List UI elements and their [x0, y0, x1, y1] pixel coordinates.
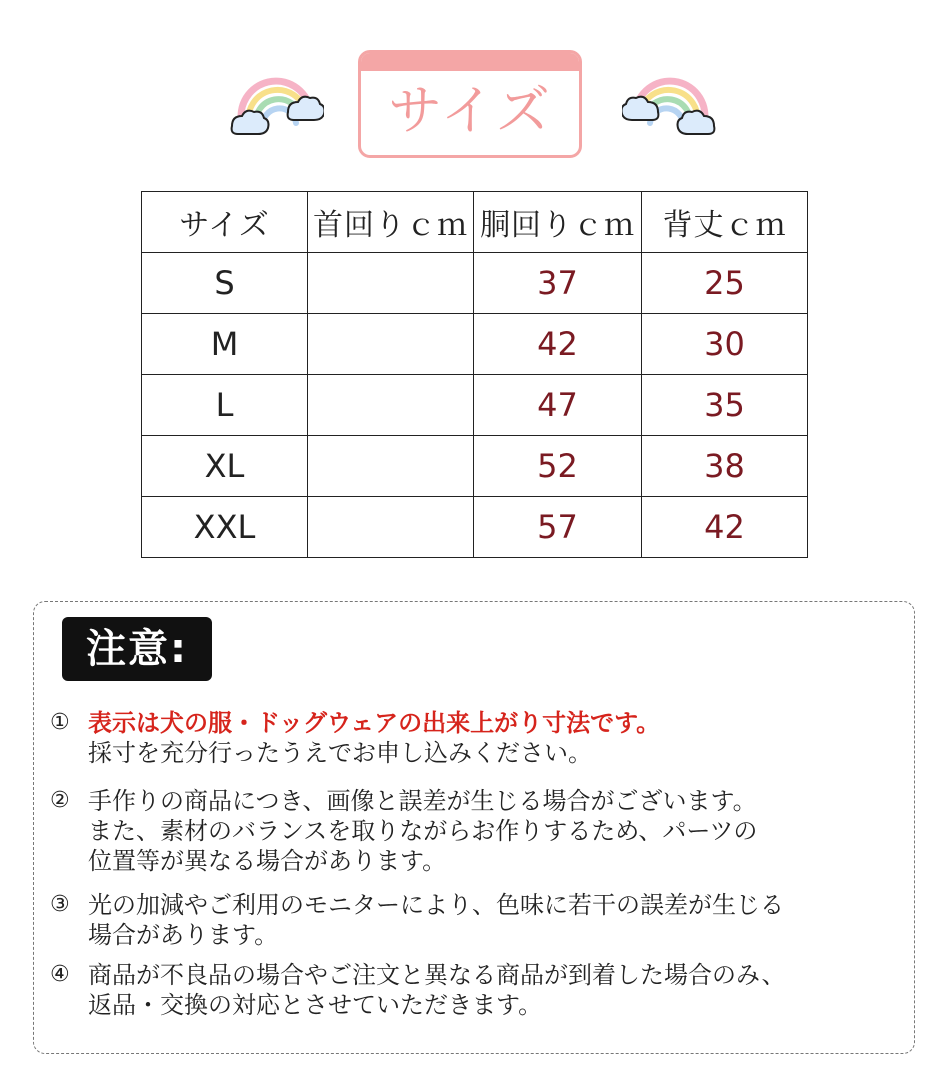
column-header-length: 背丈ｃｍ: [642, 192, 808, 253]
page-title: サイズ: [388, 79, 552, 142]
length-cell: 35: [642, 375, 808, 436]
chest-cell: 47: [474, 375, 642, 436]
table-header-row: [142, 192, 808, 253]
chest-cell: 37: [474, 253, 642, 314]
neck-cell: [308, 497, 474, 558]
size-cell: S: [142, 253, 308, 314]
chest-cell: 57: [474, 497, 642, 558]
table-row: [142, 375, 808, 436]
neck-cell: [308, 253, 474, 314]
notice-text-line: 採寸を充分行ったうえでお申し込みください。: [88, 739, 592, 767]
rainbow-cloud-icon: [228, 68, 324, 140]
neck-cell: [308, 314, 474, 375]
size-table: [141, 191, 808, 558]
size-title-badge: [358, 50, 586, 162]
rainbow-cloud-icon: [622, 68, 718, 140]
notice-text-line: 光の加減やご利用のモニターにより、色味に若干の誤差が生じる: [88, 891, 784, 919]
table-row: [142, 436, 808, 497]
table-row: [142, 497, 808, 558]
length-cell: 42: [642, 497, 808, 558]
size-cell: XXL: [142, 497, 308, 558]
neck-cell: [308, 436, 474, 497]
notice-text-line: 返品・交換の対応とさせていただきます。: [88, 991, 543, 1019]
column-header-chest: 胴回りｃｍ: [474, 192, 642, 253]
notice-label: 注意:: [62, 617, 212, 681]
neck-cell: [308, 375, 474, 436]
item-number: ④: [50, 962, 70, 987]
size-cell: M: [142, 314, 308, 375]
chest-cell: 42: [474, 314, 642, 375]
column-header-size: サイズ: [142, 192, 308, 253]
size-cell: XL: [142, 436, 308, 497]
item-number: ③: [50, 892, 70, 917]
table-row: [142, 314, 808, 375]
notice-text-line: 場合があります。: [88, 921, 279, 949]
length-cell: 25: [642, 253, 808, 314]
length-cell: 38: [642, 436, 808, 497]
notice-text-line: 商品が不良品の場合やご注文と異なる商品が到着した場合のみ、: [88, 961, 786, 989]
chest-cell: 52: [474, 436, 642, 497]
size-cell: L: [142, 375, 308, 436]
notice-text-line: 位置等が異なる場合があります。: [88, 847, 447, 875]
table-row: [142, 253, 808, 314]
item-number: ②: [50, 788, 70, 813]
column-header-neck: 首回りｃｍ: [308, 192, 474, 253]
notice-text-line: 手作りの商品につき、画像と誤差が生じる場合がございます。: [88, 787, 757, 815]
item-number: ①: [50, 710, 70, 735]
notice-text-line: また、素材のバランスを取りながらお作りするため、パーツの: [88, 817, 758, 845]
length-cell: 30: [642, 314, 808, 375]
notice-text-line: 表示は犬の服・ドッグウェアの出来上がり寸法です。: [88, 709, 661, 737]
